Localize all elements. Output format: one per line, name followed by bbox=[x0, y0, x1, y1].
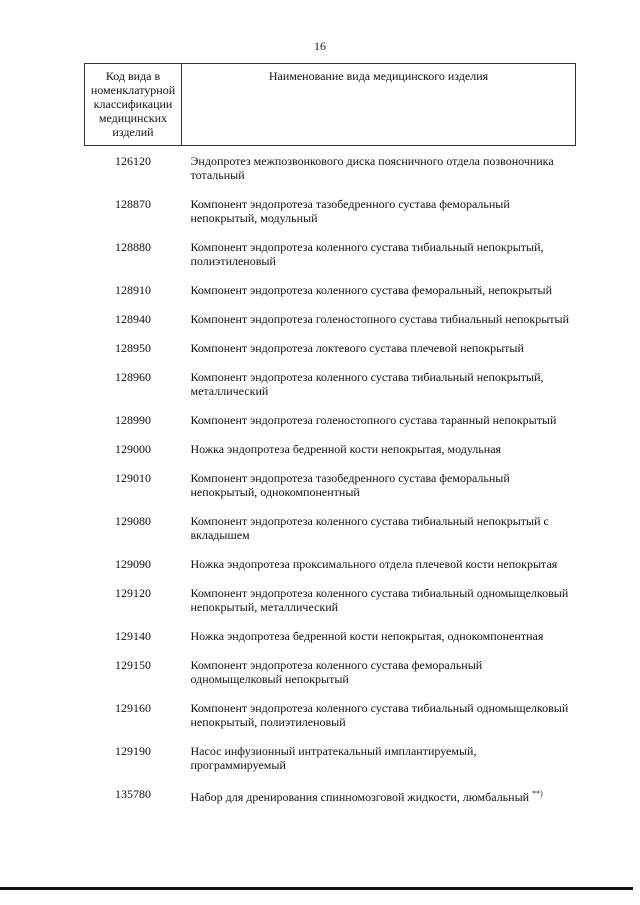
row-name-cell bbox=[182, 701, 576, 744]
table-row bbox=[85, 701, 576, 744]
row-name-cell bbox=[182, 240, 576, 283]
row-code: 128910 bbox=[115, 283, 151, 297]
row-code: 129120 bbox=[115, 586, 151, 600]
row-code: 128870 bbox=[115, 197, 151, 211]
row-name: Насос инфузионный интратекальный имплантируемый, программируемый bbox=[190, 744, 477, 772]
row-name-cell bbox=[182, 586, 576, 629]
row-name-cell bbox=[182, 658, 576, 701]
row-name: Компонент эндопротеза тазобедренного сустава феморальный непокрытый, однокомпонентный bbox=[190, 471, 510, 499]
row-name-cell bbox=[182, 629, 576, 658]
row-code: 135780 bbox=[115, 787, 151, 801]
row-name: Эндопротез межпозвонкового диска поясничного отдела позвоночника тотальный bbox=[190, 154, 554, 182]
row-name: Компонент эндопротеза локтевого сустава плечевой непокрытый bbox=[190, 341, 524, 355]
bottom-rule bbox=[0, 887, 633, 890]
row-name-cell bbox=[182, 557, 576, 586]
header-name: Наименование вида медицинского изделия bbox=[182, 64, 576, 146]
table-body bbox=[85, 146, 576, 820]
row-name: Компонент эндопротеза коленного сустава тибиальный непокрытый с вкладышем bbox=[190, 514, 549, 542]
footnote-marker: **) bbox=[532, 789, 543, 798]
row-code: 129080 bbox=[115, 514, 151, 528]
row-name: Компонент эндопротеза коленного сустава тибиальный непокрытый, металлический bbox=[190, 370, 544, 398]
row-code: 129090 bbox=[115, 557, 151, 571]
table-row bbox=[85, 283, 576, 312]
table-row bbox=[85, 658, 576, 701]
device-table bbox=[84, 63, 576, 819]
table-row bbox=[85, 341, 576, 370]
row-code: 126120 bbox=[115, 154, 151, 168]
row-name: Ножка эндопротеза бедренной кости непокрытая, однокомпонентная bbox=[190, 629, 544, 643]
row-code: 128960 bbox=[115, 370, 151, 384]
row-code: 128990 bbox=[115, 413, 151, 427]
row-code: 129140 bbox=[115, 629, 151, 643]
row-name: Компонент эндопротеза коленного сустава феморальный одномыщелковый непокрытый bbox=[190, 658, 483, 686]
row-name-cell bbox=[182, 744, 576, 787]
table-row bbox=[85, 413, 576, 442]
row-name: Компонент эндопротеза голеностопного сустава тибиальный непокрытый bbox=[190, 312, 570, 326]
row-code: 128950 bbox=[115, 341, 151, 355]
page-number: 16 bbox=[314, 39, 326, 53]
row-code: 129190 bbox=[115, 744, 151, 758]
row-name-cell bbox=[182, 442, 576, 471]
table-row bbox=[85, 471, 576, 514]
row-code: 129000 bbox=[115, 442, 151, 456]
row-name: Компонент эндопротеза голеностопного сустава таранный непокрытый bbox=[190, 413, 557, 427]
row-name: Компонент эндопротеза коленного сустава тибиальный непокрытый, полиэтиленовый bbox=[190, 240, 544, 268]
row-name-cell bbox=[182, 471, 576, 514]
table-row bbox=[85, 146, 576, 198]
row-name: Компонент эндопротеза тазобедренного сустава феморальный непокрытый, модульный bbox=[190, 197, 510, 225]
table-row bbox=[85, 744, 576, 787]
table-row bbox=[85, 514, 576, 557]
table-row bbox=[85, 557, 576, 586]
table-row bbox=[85, 442, 576, 471]
row-code: 129150 bbox=[115, 658, 151, 672]
row-name-cell bbox=[182, 514, 576, 557]
row-code: 128940 bbox=[115, 312, 151, 326]
row-name: Компонент эндопротеза коленного сустава тибиальный одномыщелковый непокрытый, полиэтиленовый bbox=[190, 701, 569, 729]
row-code: 129160 bbox=[115, 701, 151, 715]
header-code: Код вида в номенклатурной классификации медицинских изделий bbox=[85, 64, 182, 146]
row-name-cell bbox=[182, 370, 576, 413]
row-name-cell bbox=[182, 413, 576, 442]
row-name-cell bbox=[182, 787, 576, 819]
row-name: Компонент эндопротеза коленного сустава феморальный, непокрытый bbox=[190, 283, 553, 297]
table-row bbox=[85, 629, 576, 658]
table-row bbox=[85, 240, 576, 283]
row-name-cell bbox=[182, 197, 576, 240]
row-code: 129010 bbox=[115, 471, 151, 485]
table-row bbox=[85, 197, 576, 240]
table-row bbox=[85, 312, 576, 341]
table-row bbox=[85, 370, 576, 413]
table-row bbox=[85, 586, 576, 629]
row-name: Набор для дренирования спинномозговой жидкости, люмбальный bbox=[190, 790, 530, 804]
row-name-cell bbox=[182, 283, 576, 312]
row-name-cell bbox=[182, 146, 576, 198]
row-name: Ножка эндопротеза проксимального отдела плечевой кости непокрытая bbox=[190, 557, 558, 571]
row-name-cell bbox=[182, 312, 576, 341]
table-row bbox=[85, 787, 576, 819]
row-name: Ножка эндопротеза бедренной кости непокрытая, модульная bbox=[190, 442, 502, 456]
table-header-row bbox=[85, 64, 576, 146]
row-name-cell bbox=[182, 341, 576, 370]
row-code: 128880 bbox=[115, 240, 151, 254]
row-name: Компонент эндопротеза коленного сустава тибиальный одномыщелковый непокрытый, металлический bbox=[190, 586, 569, 614]
